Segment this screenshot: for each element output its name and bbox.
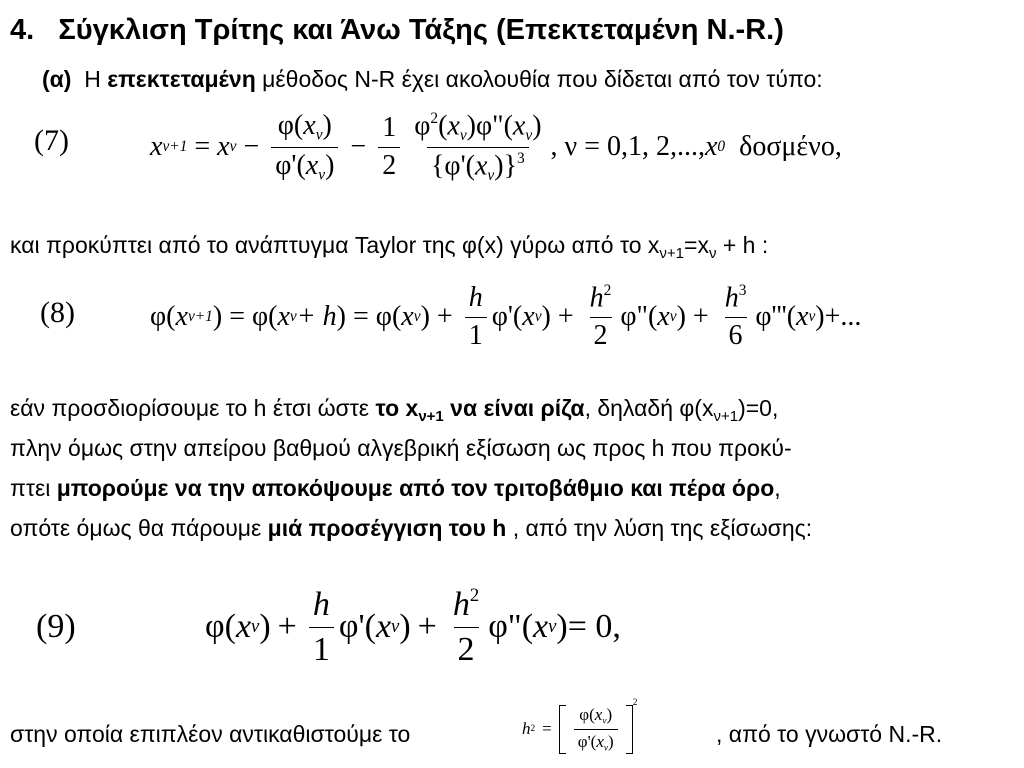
equals-zero: = 0,	[567, 608, 621, 645]
plus: +	[417, 608, 437, 645]
taylor-sub1: ν+1	[659, 245, 685, 262]
h-var: h	[724, 282, 739, 314]
phi-symbol: φ	[579, 704, 590, 724]
eq7-x0: x	[704, 131, 718, 162]
sub-next: ν+1	[187, 308, 213, 325]
outer-sup-2: 2	[632, 698, 638, 708]
bold-text: μπορούμε να την αποκόψουμε από τον τριτοβάθμιο και πέρα όρο	[56, 475, 775, 501]
phi-prime: φ'	[491, 301, 513, 332]
sub-nu: ν	[391, 616, 400, 637]
text: οπότε όμως θα πάρουμε	[10, 515, 268, 541]
h-var: h	[522, 719, 531, 738]
last-line-before: στην οποία επιπλέον αντικαθιστούμε το	[10, 721, 411, 747]
text: , από την λύση της εξίσωσης:	[506, 515, 813, 541]
taylor-line	[10, 232, 768, 262]
eq7-two: 2	[378, 147, 400, 182]
section-title-text: Σύγκλιση Τρίτης και Άνω Τάξης (Επεκτεταμένη N.-R.)	[58, 14, 784, 46]
phi-third: φ'''	[755, 301, 787, 332]
paren: (	[590, 731, 597, 751]
eq7-x0-sub: 0	[717, 138, 726, 155]
last-line-after: , από το γνωστό N.-R.	[716, 721, 943, 747]
one: 1	[465, 317, 487, 352]
sub-nu: ν	[602, 715, 607, 726]
sup-2: 2	[530, 724, 536, 734]
ratio-fraction	[574, 705, 618, 754]
eq7-minus: −	[243, 131, 260, 162]
phi-symbol: φ	[277, 110, 294, 142]
sub-nu: ν	[603, 742, 609, 753]
h-var: h	[589, 282, 604, 314]
sub-nu: ν	[315, 126, 323, 144]
paren: )	[556, 608, 568, 645]
sup-2: 2	[430, 109, 439, 127]
part-a-after: μέθοδος N-R έχει ακολουθία που δίδεται από τον τύπο:	[262, 66, 823, 92]
paren: )	[466, 110, 476, 142]
x-var: x	[474, 150, 488, 182]
eq7-x2: x	[217, 131, 230, 162]
phi-symbol: φ	[150, 301, 167, 332]
sup-3: 3	[517, 149, 525, 167]
paren: (	[503, 110, 513, 142]
paren: (	[296, 149, 306, 181]
text: πτει	[10, 475, 57, 501]
eq7-minus-2: −	[350, 131, 367, 162]
paren: )	[420, 301, 430, 332]
sub-nu: ν	[548, 616, 557, 637]
part-a-line	[42, 66, 823, 93]
two: 2	[590, 317, 612, 352]
eq7-given: δοσμένο,	[739, 131, 842, 162]
brace: }	[503, 150, 518, 182]
x-var: x	[401, 301, 414, 332]
text: , δηλαδή φ(x	[584, 395, 714, 421]
x-var: x	[594, 704, 603, 724]
text: εάν προσδιορίσουμε το h έτσι ώστε	[10, 395, 376, 421]
paren: (	[521, 608, 534, 645]
plus: +	[692, 301, 709, 332]
sub-nu: ν	[525, 126, 533, 144]
paren: (	[364, 608, 376, 645]
para-line-3	[10, 475, 781, 502]
eq7-number: (7)	[34, 124, 69, 157]
paren: )	[541, 301, 551, 332]
paren: (	[293, 110, 304, 142]
sup-3: 3	[738, 282, 747, 300]
paren: (	[268, 301, 278, 332]
eq7-x: x	[150, 131, 163, 162]
bold-text: το x	[375, 395, 419, 421]
paren: )	[259, 608, 271, 645]
text: ,	[774, 475, 781, 501]
sub-nu: ν	[289, 308, 297, 325]
taylor-end: + h :	[716, 232, 769, 258]
text: )=0,	[738, 395, 779, 421]
x-var: x	[596, 731, 604, 751]
x-var: x	[375, 608, 392, 645]
plus-h: + h	[296, 301, 337, 332]
eq8-frac-h3	[721, 282, 751, 352]
x-var: x	[533, 608, 549, 645]
two: 2	[454, 627, 479, 669]
eq8-frac-h1	[465, 282, 487, 351]
sub-nu: ν	[669, 308, 677, 325]
eq8-number: (8)	[40, 296, 75, 329]
phi-prime: φ'	[338, 608, 365, 645]
part-a-label: (α)	[42, 66, 72, 92]
eq7-equals: =	[194, 131, 211, 162]
x-var: x	[303, 110, 316, 142]
eq7-fraction-2	[410, 110, 545, 184]
x-var: x	[175, 301, 188, 332]
para-line-2: πλην όμως στην απείρου βαθμού αλγεβρική εξίσωση ως προς h που προκύ-	[10, 435, 792, 461]
equation-7	[150, 102, 842, 192]
plus: +	[557, 301, 574, 332]
x-var: x	[796, 301, 809, 332]
bold-text: μιά προσέγγιση του h	[267, 515, 507, 541]
equation-9	[205, 582, 621, 672]
eq9-number: (9)	[36, 608, 76, 645]
h-var: h	[452, 586, 470, 624]
sup-2: 2	[469, 585, 480, 607]
h-var: h	[468, 282, 483, 314]
sub-nu: ν	[413, 308, 421, 325]
sub-nu: ν	[251, 616, 260, 637]
phi-symbol: φ	[251, 301, 269, 332]
x-var: x	[447, 110, 460, 142]
eq7-tail: , ν = 0,1, 2,...,	[550, 131, 705, 162]
paren: )	[336, 301, 346, 332]
ellipsis: +...	[824, 301, 862, 332]
equals: =	[542, 719, 552, 738]
eq7-sub-next: ν+1	[162, 138, 188, 155]
sub-nu: ν	[459, 126, 467, 144]
taylor-sub2: ν	[708, 245, 717, 262]
plus: +	[436, 301, 453, 332]
equals: =	[353, 301, 369, 332]
paren: (	[512, 301, 523, 332]
sub-nu: ν	[487, 166, 495, 184]
para-line-4	[10, 515, 812, 542]
paren: (	[166, 301, 176, 332]
taylor-text: και προκύπτει από το ανάπτυγμα Taylor της φ(x) γύρω από το x	[10, 232, 660, 258]
h-squared-formula	[522, 696, 637, 762]
x-var: x	[235, 608, 252, 645]
paren: )	[212, 301, 223, 332]
paren: (	[647, 301, 658, 332]
equals: =	[229, 301, 245, 332]
paren: )	[815, 301, 825, 332]
sup-2: 2	[603, 282, 612, 300]
phi-prime: φ'	[577, 731, 591, 751]
eq7-fraction-half	[378, 112, 400, 181]
equation-8	[150, 272, 861, 362]
part-a-before: Η	[84, 66, 101, 92]
x-var: x	[657, 301, 670, 332]
sub-nu: ν	[808, 308, 816, 325]
taylor-mid: =x	[684, 232, 709, 258]
paren: (	[786, 301, 797, 332]
bold-sub: ν+1	[418, 408, 444, 425]
phi-second: φ"	[488, 608, 522, 645]
brace: {	[430, 150, 445, 182]
paren: (	[589, 704, 595, 724]
eq9-frac-h1	[309, 585, 334, 668]
sub-nu: ν	[534, 308, 542, 325]
eq9-frac-h2	[449, 585, 483, 668]
paren: )	[322, 110, 332, 142]
x-var: x	[512, 110, 526, 142]
phi-second: φ"	[476, 110, 504, 142]
section-title	[10, 14, 784, 47]
phi-second: φ"	[620, 301, 648, 332]
paren: )	[608, 731, 614, 751]
paren: )	[399, 608, 411, 645]
section-number: 4.	[10, 14, 35, 46]
eq7-fraction-1	[271, 110, 338, 183]
part-a-bold: επεκτεταμένη	[107, 66, 256, 92]
phi-symbol: φ	[414, 110, 431, 142]
paren: (	[391, 301, 402, 332]
paren: (	[438, 110, 448, 142]
plus: +	[277, 608, 297, 645]
paren: )	[494, 150, 504, 182]
one: 1	[309, 627, 334, 669]
h-var: h	[312, 586, 330, 624]
phi-prime: φ'	[275, 149, 297, 181]
paren: )	[532, 110, 542, 142]
sub: ν+1	[713, 408, 739, 425]
paren: (	[465, 150, 475, 182]
x-var: x	[305, 149, 319, 181]
x-var: x	[277, 301, 290, 332]
paren: )	[676, 301, 686, 332]
para-line-1	[10, 395, 778, 425]
sub-nu: ν	[318, 165, 326, 183]
paren: )	[606, 704, 613, 724]
square-brackets	[559, 705, 633, 754]
paren: )	[325, 149, 335, 181]
eq7-one: 1	[382, 112, 397, 144]
eq7-sub: ν	[229, 138, 237, 155]
phi-prime: φ'	[444, 150, 466, 182]
phi-symbol: φ	[375, 301, 392, 332]
paren: (	[224, 608, 236, 645]
six: 6	[725, 317, 747, 352]
eq8-frac-h2	[586, 282, 616, 352]
bold-text: να είναι ρίζα	[443, 395, 585, 421]
x-var: x	[522, 301, 535, 332]
phi-symbol: φ	[205, 608, 225, 645]
